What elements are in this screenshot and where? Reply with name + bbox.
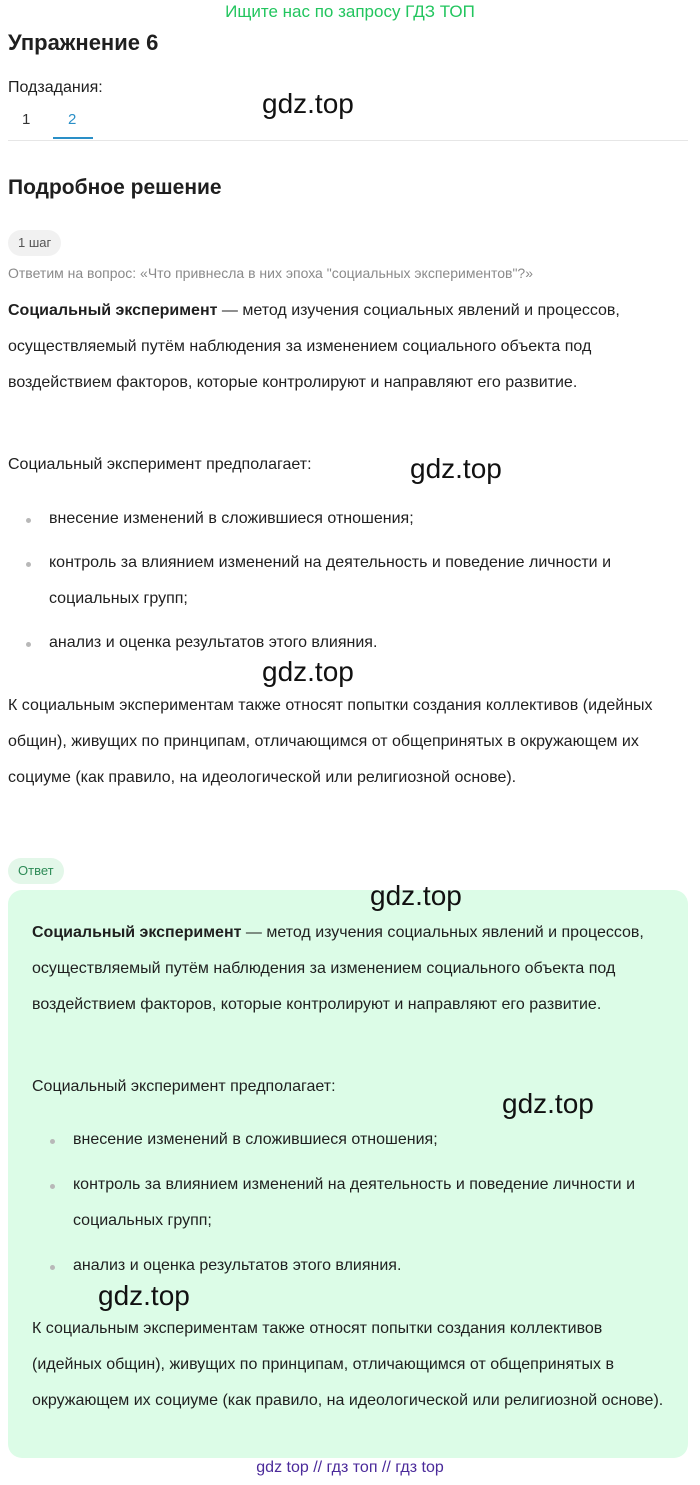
footer-links[interactable]: gdz top // гдз топ // гдз top [256,1459,444,1476]
watermark: gdz.top [98,1280,190,1311]
list-item: внесение изменений в сложившиеся отношения; [73,1131,438,1148]
question-text: Ответим на вопрос: «Что привнесла в них эпоха "социальных экспериментов"?» [8,265,533,281]
list-item: контроль за влиянием изменений на деятельность и поведение личности и социальных групп; [73,1176,635,1229]
answer-badge: Ответ [8,858,64,884]
watermark: gdz.top [502,1088,594,1119]
watermark: gdz.top [262,656,354,687]
answer-definition [32,915,672,1023]
step-badge: 1 шаг [8,230,61,256]
watermark: gdz.top [410,453,502,484]
section-title: Подробное решение [8,176,222,199]
subtasks-label: Подзадания: [8,79,103,96]
solution-closing: К социальным экспериментам также относят попытки создания коллективов (идейных общин), живущих по принципам, отличающимся от общепринятых в окружающем их социуме (как правило, на идеологической или религиозной основе). [8,697,653,786]
definition-text: — метод изучения социальных явлений и процессов, осуществляемый путём наблюдения за изменением социального объекта под воздействием факторов, которые контролируют и направляют его развитие. [32,924,644,1013]
list-item: внесение изменений в сложившиеся отношения; [49,510,414,527]
page-title: Упражнение 6 [8,30,159,55]
definition-term: Социальный эксперимент [8,302,218,319]
subtask-tab-2[interactable]: 2 [68,111,77,128]
solution-definition [8,293,698,401]
bullet-icon [26,562,31,567]
active-tab-indicator [53,137,93,139]
top-banner: Ищите нас по запросу ГДЗ ТОП [225,2,475,21]
definition-term: Социальный эксперимент [32,924,242,941]
solution-implies: Социальный эксперимент предполагает: [8,456,312,473]
answer-closing: К социальным экспериментам также относят попытки создания коллективов (идейных общин), живущих по принципам, отличающимся от общепринятых в окружающем их социуме (как правило, на идеологической или религиозной основе). [32,1320,664,1409]
bullet-icon [26,642,31,647]
bullet-icon [50,1139,55,1144]
subtask-tab-1[interactable]: 1 [22,111,31,128]
definition-text: — метод изучения социальных явлений и процессов, осуществляемый путём наблюдения за изменением социального объекта под воздействием факторов, которые контролируют и направляют его развитие. [8,302,620,391]
list-item: анализ и оценка результатов этого влияния. [49,634,378,651]
answer-implies: Социальный эксперимент предполагает: [32,1078,336,1095]
watermark: gdz.top [262,88,354,119]
list-item: контроль за влиянием изменений на деятельность и поведение личности и социальных групп; [49,554,611,607]
watermark: gdz.top [370,880,462,911]
bullet-icon [26,518,31,523]
divider [8,140,688,141]
bullet-icon [50,1265,55,1270]
bullet-icon [50,1184,55,1189]
list-item: анализ и оценка результатов этого влияния. [73,1257,402,1274]
